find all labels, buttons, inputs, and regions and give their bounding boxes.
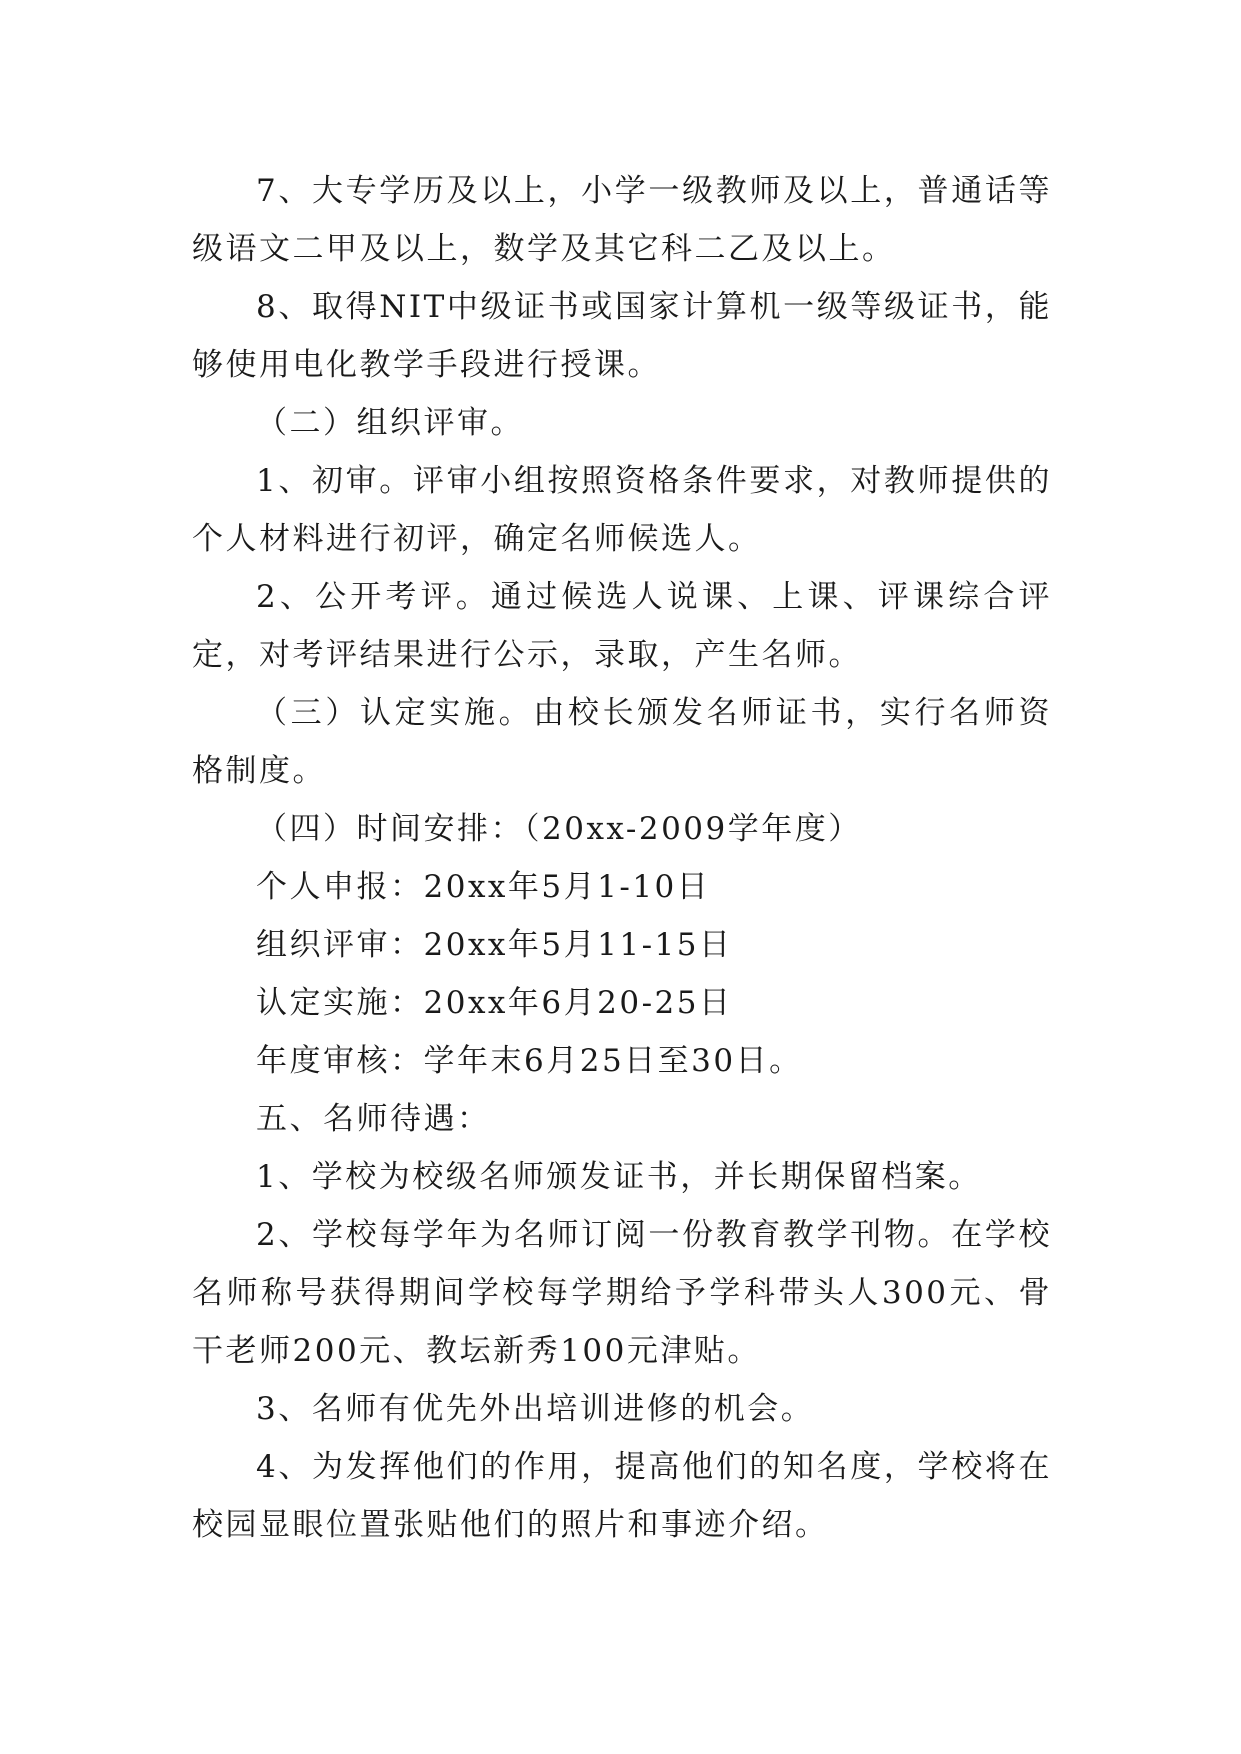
schedule-item-review: 组织评审：20xx年5月11-15日 — [256, 927, 733, 963]
paragraph-initial-review: 1、初审。评审小组按照资格条件要求，对教师提供的个人材料进行初评，确定名师候选人。 — [192, 463, 1052, 557]
paragraph-certification: （三）认定实施。由校长颁发名师证书，实行名师资格制度。 — [192, 695, 1052, 789]
document-body — [192, 162, 1052, 1554]
section-heading-review: （二）组织评审。 — [256, 405, 524, 441]
paragraph-requirement-7: 7、大专学历及以上，小学一级教师及以上，普通话等级语文二甲及以上，数学及其它科二乙及以上。 — [192, 173, 1052, 267]
schedule-item-annual-audit: 年度审核：学年末6月25日至30日。 — [256, 1043, 803, 1079]
paragraph-benefit-2: 2、学校每学年为名师订阅一份教育教学刊物。在学校名师称号获得期间学校每学期给予学科带头人300元、骨干老师200元、教坛新秀100元津贴。 — [192, 1217, 1052, 1369]
paragraph-benefit-1: 1、学校为校级名师颁发证书，并长期保留档案。 — [256, 1159, 982, 1195]
section-heading-benefits: 五、名师待遇： — [256, 1101, 491, 1137]
schedule-item-certification: 认定实施：20xx年6月20-25日 — [256, 985, 733, 1021]
paragraph-benefit-4: 4、为发挥他们的作用，提高他们的知名度，学校将在校园显眼位置张贴他们的照片和事迹介绍。 — [192, 1449, 1052, 1543]
schedule-item-application: 个人申报：20xx年5月1-10日 — [256, 869, 711, 905]
paragraph-benefit-3: 3、名师有优先外出培训进修的机会。 — [256, 1391, 815, 1427]
paragraph-public-evaluation: 2、公开考评。通过候选人说课、上课、评课综合评定，对考评结果进行公示，录取，产生名师。 — [192, 579, 1052, 673]
section-heading-schedule: （四）时间安排：（20xx-2009学年度） — [256, 811, 862, 847]
paragraph-requirement-8: 8、取得NIT中级证书或国家计算机一级等级证书，能够使用电化教学手段进行授课。 — [192, 289, 1052, 383]
